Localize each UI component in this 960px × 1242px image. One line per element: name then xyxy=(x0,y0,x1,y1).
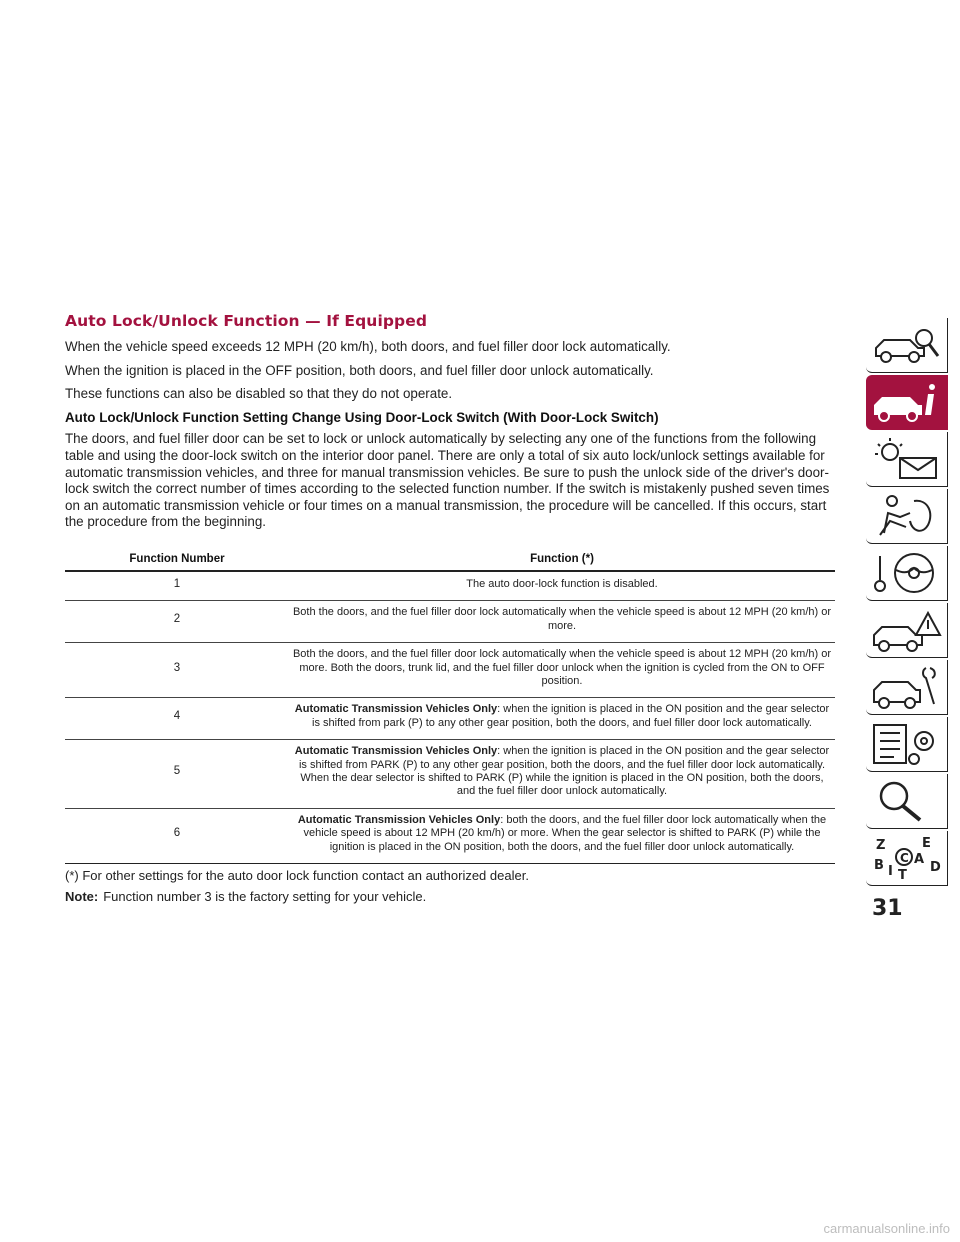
chapter-tab-maintenance[interactable] xyxy=(866,660,948,715)
function-number: 5 xyxy=(65,740,289,809)
function-text: Both the doors, and the fuel filler door lock automatically when the vehicle speed is about 12 MPH (20 km/h) or more. xyxy=(292,606,832,632)
table-header-row xyxy=(65,553,835,571)
index-letter: C xyxy=(900,851,909,865)
footnote: (*) For other settings for the auto door lock function contact an authorized dealer. xyxy=(65,868,529,884)
page-number: 31 xyxy=(872,896,903,921)
function-text: The auto door-lock function is disabled. xyxy=(466,577,658,590)
function-description xyxy=(289,740,835,809)
magnifier-icon xyxy=(870,778,942,824)
index-letter: I xyxy=(888,864,893,879)
car-hazard-icon xyxy=(870,607,942,653)
chapter-tab-technical-specifications[interactable] xyxy=(866,717,948,772)
index-letter: A xyxy=(914,852,925,867)
function-number: 4 xyxy=(65,698,289,740)
function-lead: Automatic Transmission Vehicles Only xyxy=(297,813,501,826)
function-text: : both the doors, and the fuel filler door lock automatically when the vehicle speed is about 12 MPH (20 km/h) or more. When the gear selector is shifted to PARK (P) while the ignition is placed in the ON position, both the doors, and the fuel filler door unlock automatically. xyxy=(303,813,827,853)
table-row xyxy=(65,571,835,601)
paragraph: When the vehicle speed exceeds 12 MPH (20 km/h), both doors, and fuel filler door lock automatically. xyxy=(65,339,671,354)
table-row xyxy=(65,601,835,643)
index-letter: Z xyxy=(876,838,886,853)
content xyxy=(65,312,837,905)
table-row xyxy=(65,698,835,740)
index-letter: D xyxy=(930,860,941,875)
index-letter: T xyxy=(898,868,907,881)
index-letter: B xyxy=(874,858,884,873)
function-number: 3 xyxy=(65,643,289,698)
function-description xyxy=(289,698,835,740)
table-row xyxy=(65,808,835,863)
function-text: : when the ignition is placed in the ON position and the gear selector is shifted from park (P) to any other gear position, both the doors, and fuel filler door lock automatically. xyxy=(312,703,830,729)
function-description xyxy=(289,571,835,601)
chapter-tab-warning-lights[interactable] xyxy=(866,432,948,487)
function-lead: Automatic Transmission Vehicles Only xyxy=(294,745,498,758)
function-description xyxy=(289,808,835,863)
chapter-tab-search[interactable] xyxy=(866,774,948,829)
note-text: Function number 3 is the factory setting for your vehicle. xyxy=(103,889,427,905)
function-lead: Automatic Transmission Vehicles Only xyxy=(294,703,498,716)
chapter-tabs xyxy=(866,318,948,888)
warning-light-message-icon xyxy=(870,436,942,482)
chapter-tab-safety[interactable] xyxy=(866,489,948,544)
watermark: carmanualsonline.info xyxy=(823,1221,950,1236)
function-description xyxy=(289,643,835,698)
function-text: Both the doors, and the fuel filler door lock automatically when the vehicle speed is about 12 MPH (20 km/h) or more. Both the doors, trunk lid, and the fuel filler door unlock when the ignition is cycled from the ON to OFF position. xyxy=(292,648,832,687)
function-number: 1 xyxy=(65,571,289,601)
airbag-seat-icon xyxy=(870,493,942,539)
chapter-tab-starting-driving[interactable] xyxy=(866,546,948,601)
note-label: Note: xyxy=(65,889,99,905)
function-table xyxy=(65,553,835,864)
function-number: 2 xyxy=(65,601,289,643)
steering-wheel-key-icon xyxy=(870,550,942,596)
index-letter: E xyxy=(922,836,931,851)
function-text: : when the ignition is placed in the ON position and the gear selector is shifted from PARK (P) to any other gear position, both the doors, and the fuel filler door lock automatically. When the dear selector is shifted to PARK (P) while the ignition is placed in the ON position, both the doors, and the fuel filler door unlock automatically. xyxy=(298,745,830,798)
header-function: Function (*) xyxy=(289,553,835,571)
section-heading: Auto Lock/Unlock Function — If Equipped xyxy=(65,312,428,330)
table-row xyxy=(65,740,835,809)
car-info-icon xyxy=(870,379,942,425)
paragraph: These functions can also be disabled so that they do not operate. xyxy=(65,386,453,402)
header-function-number: Function Number xyxy=(65,553,289,571)
specifications-list-icon xyxy=(870,721,942,767)
chapter-tab-emergency[interactable] xyxy=(866,603,948,658)
car-wrench-icon xyxy=(870,664,942,710)
function-description xyxy=(289,601,835,643)
subheading: Auto Lock/Unlock Function Setting Change Using Door-Lock Switch (With Door-Lock Switch) xyxy=(65,409,659,425)
car-search-icon xyxy=(870,322,942,368)
function-number: 6 xyxy=(65,808,289,863)
chapter-tab-index[interactable] xyxy=(866,831,948,886)
table-row xyxy=(65,643,835,698)
chapter-tab-getting-to-know[interactable] xyxy=(866,318,948,373)
paragraph: When the ignition is placed in the OFF position, both doors, and fuel filler door unlock automatically. xyxy=(65,362,654,378)
body-paragraph: The doors, and fuel filler door can be set to lock or unlock automatically by selecting any one of the functions from the following table and using the door-lock switch on the interior door panel. There are only a total of six auto lock/unlock settings available for automatic transmission vehicles, and three for manual transmission vehicles. Be sure to push the unlock side of the driver's door-lock switch the correct number of times according to the selected function number. If the switch is mistakenly pushed seven times on an automatic transmission vehicle or four times on a manual transmission, the procedure will be cancelled. If this occurs, start the procedure from the beginning. xyxy=(65,431,830,530)
note xyxy=(65,889,837,905)
index-letters-icon xyxy=(870,835,942,881)
chapter-tab-dashboard[interactable] xyxy=(866,375,948,430)
